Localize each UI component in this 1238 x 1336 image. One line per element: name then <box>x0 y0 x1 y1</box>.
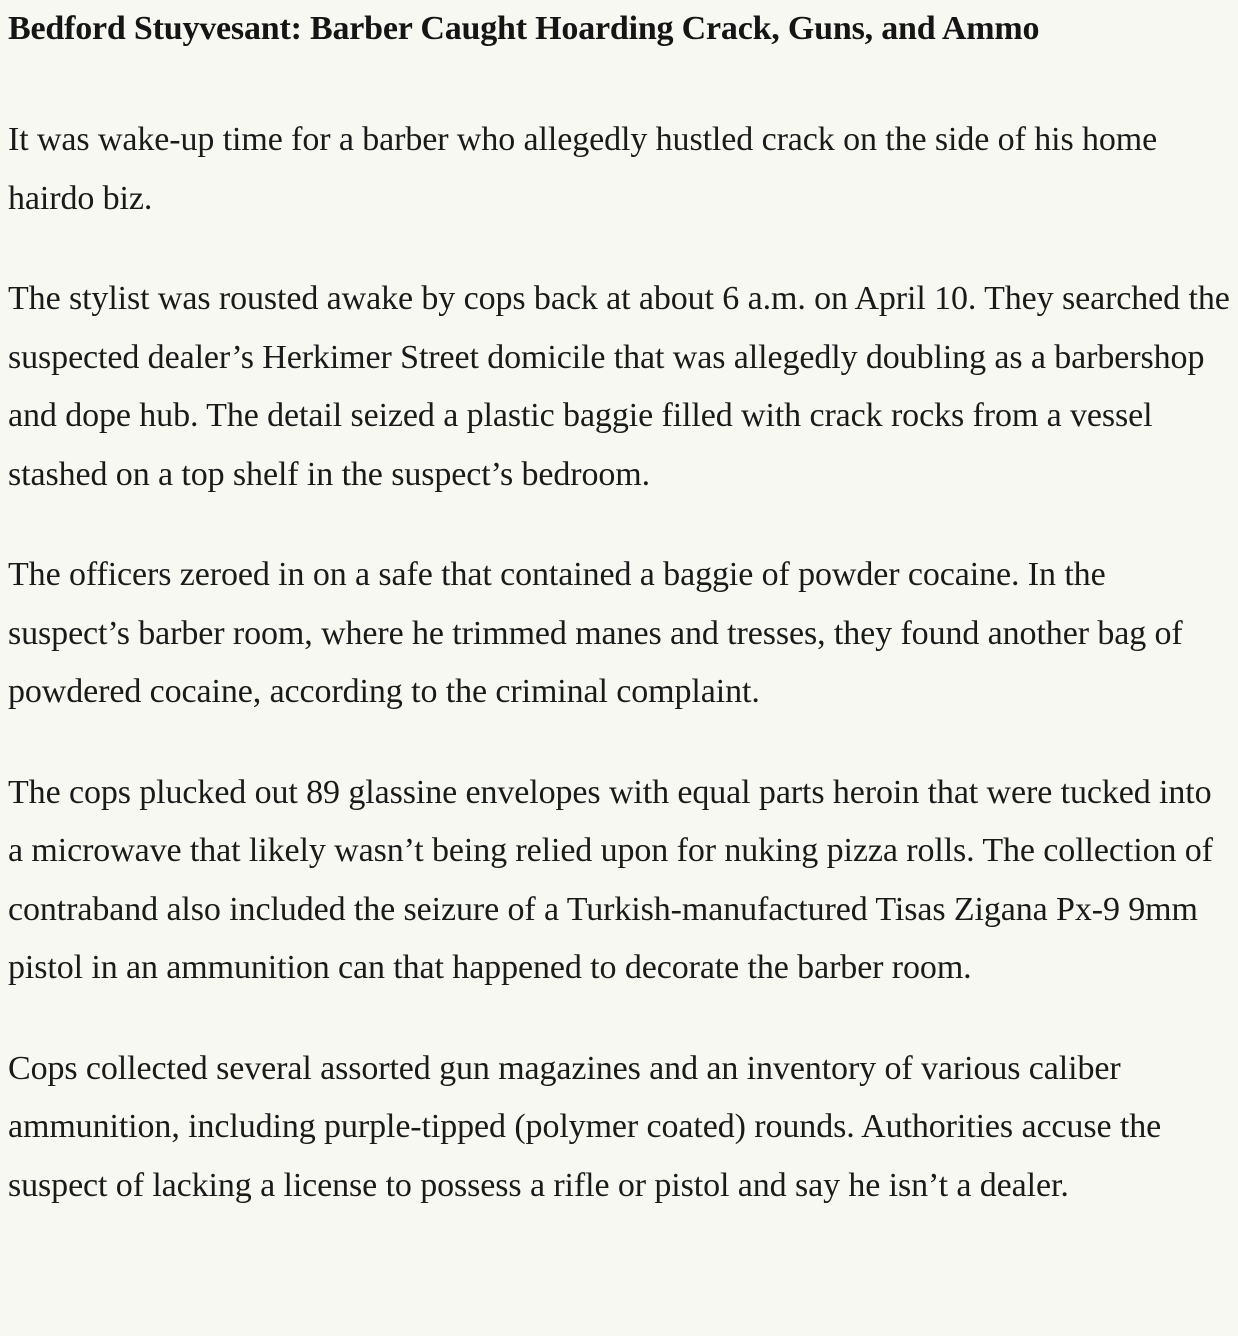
article-paragraph: The cops plucked out 89 glassine envelopes with equal parts heroin that were tucked into a microwave that likely wasn’t being relied upon for nuking pizza rolls. The collection of contraband also included the seizure of a Turkish-manufactured Tisas Zigana Px-9 9mm pistol in an ammunition can that happened to decorate the barber room. <box>8 773 1213 986</box>
article-paragraph: The stylist was rousted awake by cops back at about 6 a.m. on April 10. They searched the suspected dealer’s Herkimer Street domicile that was allegedly doubling as a barbershop and dope hub. The detail seized a plastic baggie filled with crack rocks from a vessel stashed on a top shelf in the suspect’s bedroom. <box>8 280 1230 493</box>
article-headline: Bedford Stuyvesant: Barber Caught Hoarding Crack, Guns, and Ammo <box>8 10 1040 47</box>
article-paragraph: The officers zeroed in on a safe that contained a baggie of powder cocaine. In the suspect’s barber room, where he trimmed manes and tresses, they found another bag of powdered cocaine, according to the criminal complaint. <box>8 556 1183 710</box>
article-paragraph: Cops collected several assorted gun magazines and an inventory of various caliber ammunition, including purple-tipped (polymer coated) rounds. Authorities accuse the suspect of lacking a license to possess a rifle or pistol and say he isn’t a dealer. <box>8 1049 1162 1204</box>
article-paragraph: It was wake-up time for a barber who allegedly hustled crack on the side of his home hairdo biz. <box>8 121 1158 217</box>
